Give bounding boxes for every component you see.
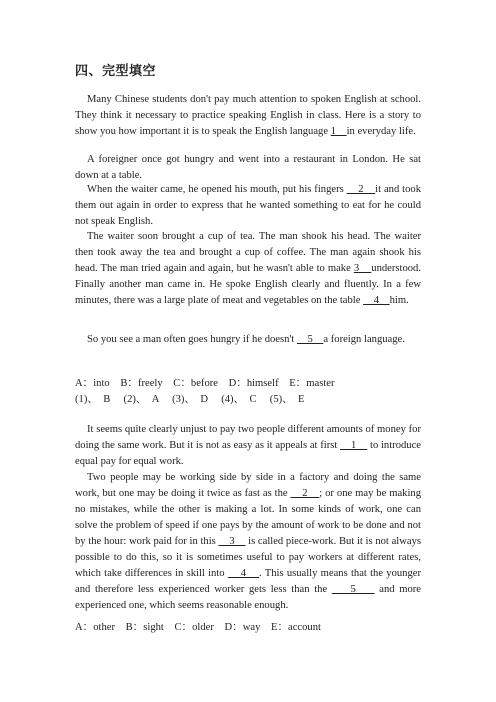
passage1-paragraph-3: When the waiter came, he opened his mouth, put his fingers 2 it and took them out again in order to express that he wanted something to eat for he could not speak English.: [75, 184, 421, 227]
blank-2: 2: [290, 488, 320, 499]
blank-2: 2: [346, 184, 376, 195]
blank-1: 1: [330, 126, 347, 137]
passage2-paragraph-2: Two people may be working side by side in a factory and doing the same work, but one may be doing it twice as fast as the 2 ; or one may be making no mistakes, while the other is making a lot. In some kinds of work, one can solve the problem of speed if one pays by the amount of work to be done and not by the hour: work paid for in this 3 is called piece-work. But it is not always possible to do this, so it is sometimes useful to pay workers at different rates, which take differences in skill into 4 . This usually means that the younger and therefore less experienced worker gets less than the 5 and more experienced one, which seems reasonable enough.: [75, 472, 421, 611]
blank-4: 4: [227, 568, 260, 579]
blank-3: 3: [353, 263, 372, 274]
passage1-paragraph-4: The waiter soon brought a cup of tea. The man shook his head. The waiter then took away the tea and brought a cup of coffee. The man again shook his head. The man tried again and again, but he wasn't able to make 3 understood. Finally another man came in. He spoke English clearly and fluently. In a few minutes, there was a large plate of meat and vegetables on the table 4 him.: [75, 231, 421, 306]
blank-3: 3: [218, 536, 246, 547]
passage1-options: A：into B：freely C：before D：himself E：master: [75, 378, 335, 389]
passage2-paragraph-1: It seems quite clearly unjust to pay two people different amounts of money for doing the same work. But it is not as easy as it appeals at first 1 to introduce equal pay for equal work.: [75, 424, 421, 467]
passage2-options: A：other B：sight C：older D：way E：account: [75, 622, 321, 633]
blank-5: 5: [331, 584, 375, 595]
passage1-paragraph-5: So you see a man often goes hungry if he doesn't 5 a foreign language.: [87, 334, 405, 345]
passage1-answers: (1)、 B (2)、 A (3)、 D (4)、 C (5)、 E: [75, 394, 305, 405]
blank-5: 5: [296, 334, 324, 345]
blank-1: 1: [340, 440, 368, 451]
section-heading: 四、完型填空: [75, 64, 157, 79]
passage1-paragraph-2: A foreigner once got hungry and went into a restaurant in London. He sat down at a table.: [75, 154, 421, 181]
blank-4: 4: [363, 295, 390, 306]
passage1-paragraph-1: Many Chinese students don't pay much attention to spoken English at school. They think it necessary to practice speaking English in class. Here is a story to show you how important it is to speak the English language 1 in everyday life.: [75, 94, 421, 137]
